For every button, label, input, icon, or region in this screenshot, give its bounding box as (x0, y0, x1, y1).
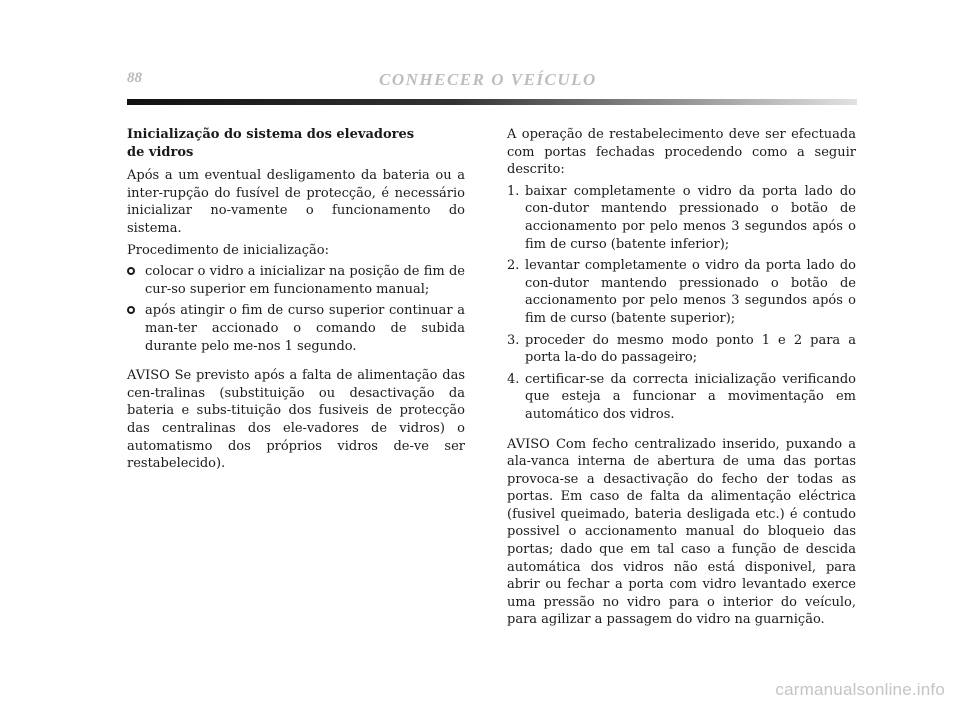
step-text: certificar-se da correcta inicialização verificando que esteja a funcionar a movimentação em automático dos vidros. (525, 371, 856, 422)
notice-paragraph: AVISO Se previsto após a falta de alimentação das cen-tralinas (substituição ou desactivação da bateria e subs-tituição dos fusiveis de protecção das centralinas dos ele-vadores de vidros) o automatismo dos próprios vidros de-ve ser restabelecido). (127, 368, 465, 472)
steps-list (507, 183, 856, 424)
list-item-text: colocar o vidro a inicializar na posição de fim de cur-so superior em funcionamento manual; (145, 264, 465, 297)
step-number: 2. (507, 258, 520, 274)
step-number: 4. (507, 371, 520, 387)
site-watermark: carmanualsonline.info (775, 680, 945, 699)
step-text: baixar completamente o vidro da porta lado do con-dutor mantendo pressionado o botão de accionamento por pelo menos 3 segundos após o fim de curso (batente inferior); (525, 183, 856, 252)
right-column (507, 126, 856, 633)
intro-paragraph: Após a um eventual desligamento da bateria ou a inter-rupção do fusível de protecção, é necessário inicializar no-vamente o funcionamento do sistema. (127, 168, 465, 236)
notice-paragraph: AVISO Com fecho centralizado inserido, puxando a ala-vanca interna de abertura de uma das portas provoca-se a desactivação do fecho der todas as portas. Em caso de falta da alimentação eléctrica (fusivel queimado, bateria desligada etc.) é contudo possivel o accionamento manual do bloqueio das portas; dado que em tal caso a função de descida automática dos vidros não está disponivel, para abrir ou fechar a porta com vidro levantado exerce uma pressão no vidro para o interior do veículo, para agilizar a passagem do vidro na guarnição. (507, 436, 856, 628)
list-item (127, 263, 465, 298)
step-item (507, 257, 856, 327)
page-number: 88 (127, 70, 142, 86)
step-text: proceder do mesmo modo ponto 1 e 2 para a porta la-do do passageiro; (525, 332, 856, 366)
step-item (507, 332, 856, 367)
section-heading-line2: de vidros (127, 144, 194, 160)
step-text: levantar completamente o vidro da porta lado do con-dutor mantendo pressionado o botão de accionamento por pelo menos 3 segundos após o fim de curso (batente superior); (525, 258, 856, 326)
procedure-list (127, 263, 465, 355)
step-item (507, 371, 856, 424)
bullet-circle-icon (127, 263, 135, 281)
list-item (127, 302, 465, 355)
left-column (127, 126, 465, 477)
section-heading-line1: Inicialização do sistema dos elevadores (127, 127, 415, 142)
procedure-label: Procedimento de inicialização: (127, 242, 329, 258)
list-item-text: após atingir o fim de curso superior continuar a man-ter accionado o comando de subida durante pelo me-nos 1 segundo. (145, 303, 465, 354)
reset-intro: A operação de restabelecimento deve ser efectuada com portas fechadas procedendo como a seguir descrito: (507, 127, 856, 178)
running-title: CONHECER O VEÍCULO (379, 70, 597, 89)
header-rule (127, 99, 857, 105)
section-heading (127, 126, 465, 161)
page-header (127, 68, 857, 98)
bullet-circle-icon (127, 302, 135, 320)
step-item (507, 183, 856, 253)
step-number: 3. (507, 332, 520, 348)
step-number: 1. (507, 183, 520, 199)
